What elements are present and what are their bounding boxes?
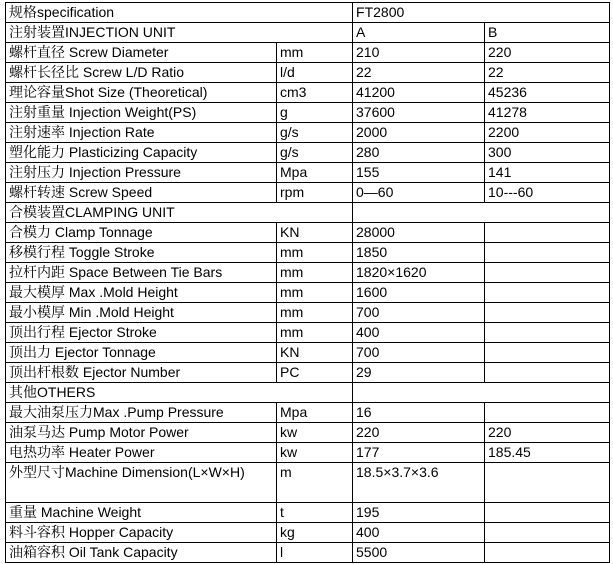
table-row [6, 363, 610, 383]
param-label: 螺杆长径比 Screw L/D Ratio [6, 63, 277, 83]
param-value: 16 [353, 403, 485, 423]
table-row [6, 143, 610, 163]
param-unit: KN [277, 223, 353, 243]
clamping-title-row [6, 203, 610, 223]
param-value: 5500 [353, 543, 485, 563]
table-row [6, 503, 610, 523]
param-unit: kw [277, 443, 353, 463]
table-row [6, 523, 610, 543]
param-value-b: 185.45 [485, 443, 610, 463]
param-value-a: 2000 [353, 123, 485, 143]
param-label: 注射压力 Injection Pressure [6, 163, 277, 183]
column-a-header: A [353, 23, 485, 43]
param-unit: mm [277, 323, 353, 343]
param-unit: l/d [277, 63, 353, 83]
param-label: 油泵马达 Pump Motor Power [6, 423, 277, 443]
param-label: 螺杆直径 Screw Diameter [6, 43, 277, 63]
param-value: 700 [353, 343, 485, 363]
param-value-a: 220 [353, 423, 485, 443]
table-row [6, 263, 610, 283]
param-label: 料斗容积 Hopper Capacity [6, 523, 277, 543]
param-value-a: 177 [353, 443, 485, 463]
section-title-injection: 注射装置INJECTION UNIT [6, 23, 353, 43]
param-label: 理论容量Shot Size (Theoretical) [6, 83, 277, 103]
param-unit: g/s [277, 123, 353, 143]
table-row [6, 103, 610, 123]
param-label: 顶出力 Ejector Tonnage [6, 343, 277, 363]
section-title-others: 其他OTHERS [6, 383, 353, 403]
table-row [6, 403, 610, 423]
param-unit: g [277, 103, 353, 123]
table-row [6, 243, 610, 263]
param-unit: Mpa [277, 163, 353, 183]
table-row [6, 163, 610, 183]
param-value: 18.5×3.7×3.6 [353, 463, 485, 503]
param-unit: mm [277, 283, 353, 303]
param-value-a: 280 [353, 143, 485, 163]
param-value-a: 210 [353, 43, 485, 63]
param-unit: PC [277, 363, 353, 383]
param-unit: m [277, 463, 353, 503]
param-unit: KN [277, 343, 353, 363]
param-label: 移模行程 Toggle Stroke [6, 243, 277, 263]
table-row [6, 83, 610, 103]
param-unit: mm [277, 243, 353, 263]
param-value-b: 45236 [485, 83, 610, 103]
spec-table [5, 2, 610, 563]
param-value: 1820×1620 [353, 263, 485, 283]
param-value-b: 41278 [485, 103, 610, 123]
param-unit: g/s [277, 143, 353, 163]
param-unit: t [277, 503, 353, 523]
param-value: 195 [353, 503, 485, 523]
param-label: 电热功率 Heater Power [6, 443, 277, 463]
param-value: 1600 [353, 283, 485, 303]
param-value-a: 0—60 [353, 183, 485, 203]
table-row [6, 443, 610, 463]
param-unit: mm [277, 43, 353, 63]
param-label: 螺杆转速 Screw Speed [6, 183, 277, 203]
others-title-row [6, 383, 610, 403]
param-unit: rpm [277, 183, 353, 203]
param-value-b: 220 [485, 423, 610, 443]
param-unit: kw [277, 423, 353, 443]
param-label: 外型尺寸Machine Dimension(L×W×H) [6, 463, 277, 503]
param-unit: cm3 [277, 83, 353, 103]
param-label: 油箱容积 Oil Tank Capacity [6, 543, 277, 563]
table-row [6, 423, 610, 443]
param-value: 700 [353, 303, 485, 323]
param-value: 1850 [353, 243, 485, 263]
param-unit: Mpa [277, 403, 353, 423]
table-row [6, 463, 610, 503]
param-label: 拉杆内距 Space Between Tie Bars [6, 263, 277, 283]
param-value: 29 [353, 363, 485, 383]
param-value: 400 [353, 323, 485, 343]
param-value-b: 300 [485, 143, 610, 163]
table-row [6, 283, 610, 303]
column-b-header: B [485, 23, 610, 43]
param-value-b: 141 [485, 163, 610, 183]
param-value-b: 2200 [485, 123, 610, 143]
injection-title-row [6, 23, 610, 43]
param-label: 顶出杆根数 Ejector Number [6, 363, 277, 383]
param-label: 注射速率 Injection Rate [6, 123, 277, 143]
param-value-a: 41200 [353, 83, 485, 103]
param-unit: kg [277, 523, 353, 543]
param-unit: l [277, 543, 353, 563]
param-label: 最大模厚 Max .Mold Height [6, 283, 277, 303]
table-row [6, 343, 610, 363]
param-value: 28000 [353, 223, 485, 243]
table-row [6, 303, 610, 323]
param-label: 最小模厚 Min .Mold Height [6, 303, 277, 323]
spec-sheet [5, 2, 609, 563]
param-label: 合模力 Clamp Tonnage [6, 223, 277, 243]
param-value-a: 22 [353, 63, 485, 83]
spec-label: 规格specification [6, 3, 353, 23]
param-label: 最大油泵压力Max .Pump Pressure [6, 403, 277, 423]
table-row [6, 123, 610, 143]
param-label: 重量 Machine Weight [6, 503, 277, 523]
param-value-b: 220 [485, 43, 610, 63]
param-unit: mm [277, 303, 353, 323]
table-row [6, 543, 610, 563]
table-row [6, 183, 610, 203]
param-value-b: 22 [485, 63, 610, 83]
table-row [6, 63, 610, 83]
model-name: FT2800 [353, 3, 610, 23]
param-label: 注射重量 Injection Weight(PS) [6, 103, 277, 123]
param-unit: mm [277, 263, 353, 283]
param-value-a: 37600 [353, 103, 485, 123]
section-title-clamping: 合模装置CLAMPING UNIT [6, 203, 353, 223]
table-row [6, 223, 610, 243]
header-row [6, 3, 610, 23]
param-value-a: 155 [353, 163, 485, 183]
param-value: 400 [353, 523, 485, 543]
param-label: 顶出行程 Ejector Stroke [6, 323, 277, 343]
table-row [6, 43, 610, 63]
param-label: 塑化能力 Plasticizing Capacity [6, 143, 277, 163]
table-row [6, 323, 610, 343]
param-value-b: 10---60 [485, 183, 610, 203]
